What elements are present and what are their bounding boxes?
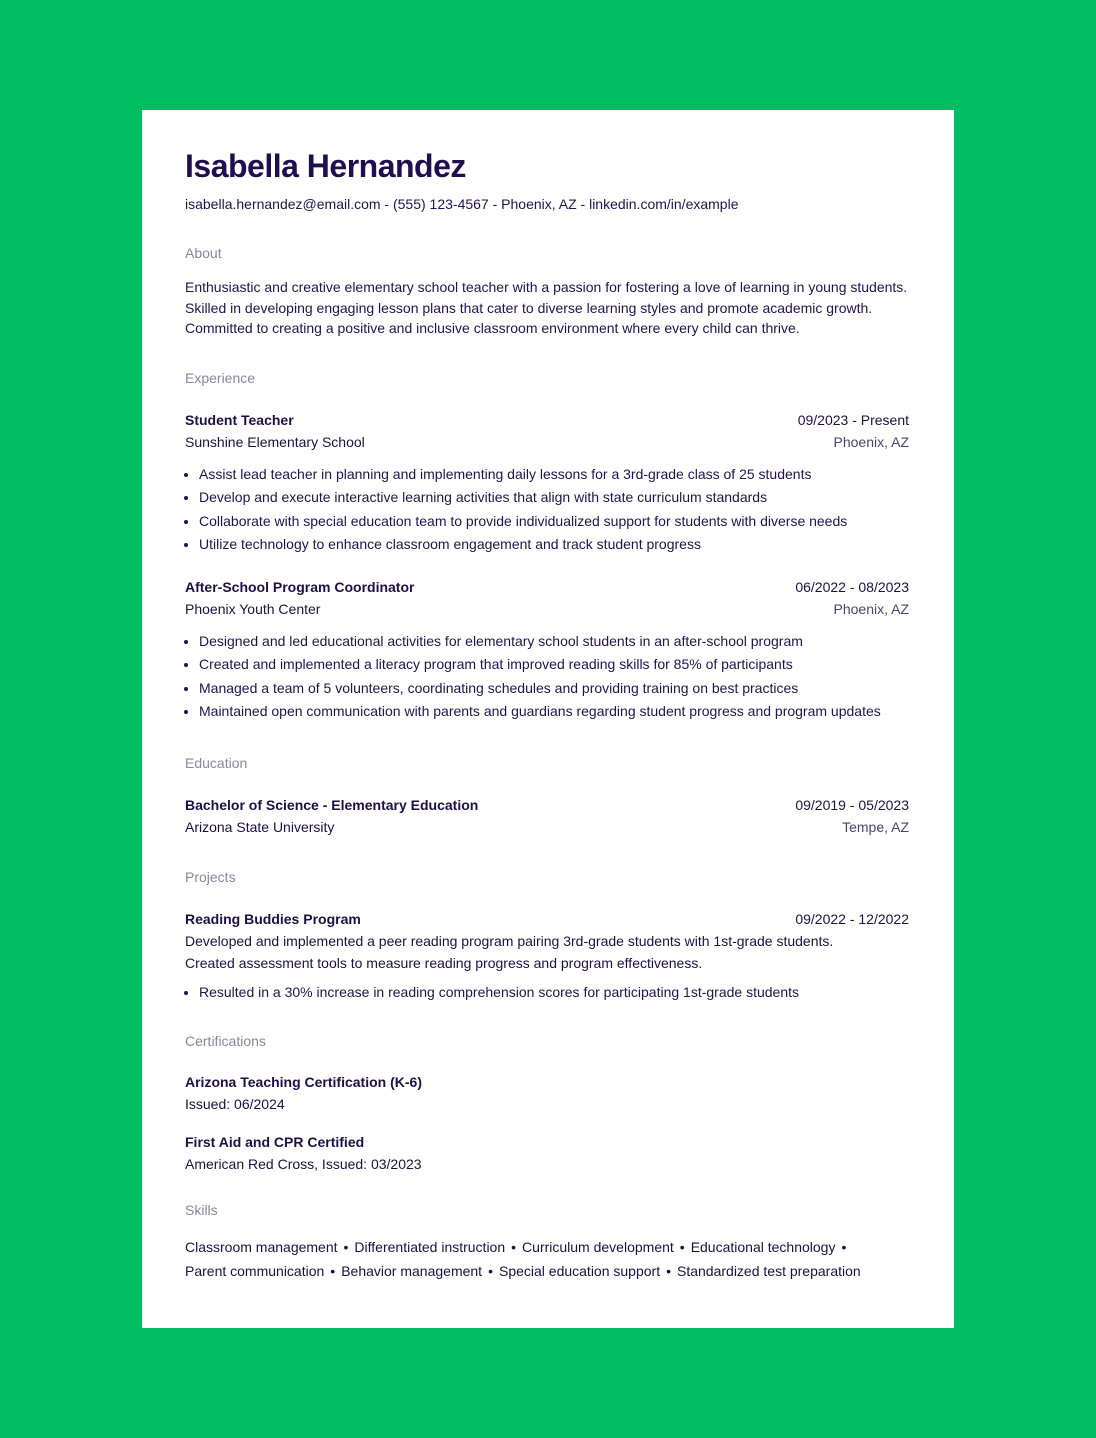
list-item: • Designed and led educational activities for elementary school students in an after-school program — [199, 630, 909, 654]
job-dates: 06/2022 - 08/2023 — [795, 578, 909, 595]
skill-item: Curriculum development — [522, 1239, 674, 1255]
certification-issuer: American Red Cross — [185, 1156, 315, 1172]
skill-item: Standardized test preparation — [677, 1262, 861, 1279]
project-bullets — [185, 981, 909, 1005]
job-role: Student Teacher — [185, 411, 294, 428]
job-bullets — [185, 463, 909, 557]
skill-item: Special education support — [498, 1262, 661, 1279]
certification-name: First Aid and CPR Certified — [185, 1134, 365, 1150]
skill-item: Educational technology — [690, 1239, 836, 1255]
skills-line — [185, 1260, 909, 1284]
skill-separator: • — [511, 1239, 517, 1255]
project-description-1: Developed and implemented a peer reading program pairing 3rd-grade students with 1st-grade students. — [185, 932, 834, 949]
skill-item: Classroom management — [185, 1239, 338, 1255]
skills-line — [185, 1236, 909, 1260]
school: Arizona State University — [185, 818, 335, 835]
list-item: • Collaborate with special education team to provide individualized support for students with diverse needs — [199, 510, 909, 534]
section-title-about: About — [185, 245, 222, 261]
list-item: • Managed a team of 5 volunteers, coordinating schedules and providing training on best practices — [199, 677, 909, 701]
education-location: Tempe, AZ — [842, 818, 909, 835]
skill-item: Parent communication — [185, 1262, 325, 1279]
education-entry — [185, 794, 909, 838]
about-text: Enthusiastic and creative elementary school teacher with a passion for fostering a love of learning in young students. Skilled in developing engaging lesson plans that cater to diverse learning styles and promote academic growth. Committed to creating a positive and inclusive classroom environment where every child can thrive. — [185, 279, 908, 336]
contact-line: isabella.hernandez@email.com - (555) 123-4567 - Phoenix, AZ - linkedin.com/in/example — [185, 196, 739, 212]
list-item: • Utilize technology to enhance classroom engagement and track student progress — [199, 533, 909, 557]
skill-separator: • — [343, 1239, 349, 1255]
list-item: • Develop and execute interactive learning activities that align with state curriculum standards — [199, 486, 909, 510]
job-location: Phoenix, AZ — [833, 433, 909, 450]
section-title-skills: Skills — [185, 1202, 218, 1218]
skill-separator: • — [841, 1239, 847, 1255]
project-dates: 09/2022 - 12/2022 — [795, 910, 909, 927]
certification-entry — [185, 1071, 909, 1115]
candidate-name: Isabella Hernandez — [185, 148, 466, 184]
experience-entry — [185, 576, 909, 724]
skill-separator: • — [488, 1262, 493, 1279]
list-item: • Created and implemented a literacy program that improved reading skills for 85% of participants — [199, 653, 909, 677]
skill-item: Differentiated instruction — [354, 1239, 506, 1255]
list-item: • Maintained open communication with parents and guardians regarding student progress and program updates — [199, 700, 909, 724]
education-dates: 09/2019 - 05/2023 — [795, 796, 909, 813]
certification-name: Arizona Teaching Certification (K-6) — [185, 1074, 422, 1090]
job-org: Sunshine Elementary School — [185, 433, 365, 450]
section-title-experience: Experience — [185, 369, 256, 386]
job-role: After-School Program Coordinator — [185, 578, 415, 595]
list-item: • Resulted in a 30% increase in reading comprehension scores for participating 1st-grade students — [199, 981, 909, 1005]
project-description-2: Created assessment tools to measure reading progress and program effectiveness. — [185, 954, 703, 971]
job-org: Phoenix Youth Center — [185, 600, 321, 617]
certification-details — [185, 1153, 909, 1175]
certification-issued: Issued: 06/2024 — [185, 1096, 285, 1112]
skill-separator: • — [679, 1239, 685, 1255]
job-location: Phoenix, AZ — [833, 600, 909, 617]
skills-list — [185, 1236, 909, 1283]
project-name: Reading Buddies Program — [185, 910, 361, 927]
job-dates: 09/2023 - Present — [797, 411, 909, 428]
certification-entry — [185, 1131, 909, 1175]
skill-item: Behavior management — [341, 1262, 483, 1279]
job-bullets — [185, 630, 909, 724]
degree: Bachelor of Science - Elementary Education — [185, 796, 479, 813]
skill-separator: • — [330, 1262, 336, 1279]
section-title-certifications: Certifications — [185, 1033, 266, 1049]
skill-separator: • — [666, 1262, 671, 1279]
section-title-education: Education — [185, 754, 248, 771]
list-item: • Assist lead teacher in planning and implementing daily lessons for a 3rd-grade class of 25 students — [199, 463, 909, 487]
experience-entry — [185, 409, 909, 557]
certification-issued: , Issued: 03/2023 — [314, 1156, 422, 1172]
project-entry — [185, 908, 909, 1005]
section-title-projects: Projects — [185, 868, 236, 885]
resume-page — [142, 110, 954, 1328]
